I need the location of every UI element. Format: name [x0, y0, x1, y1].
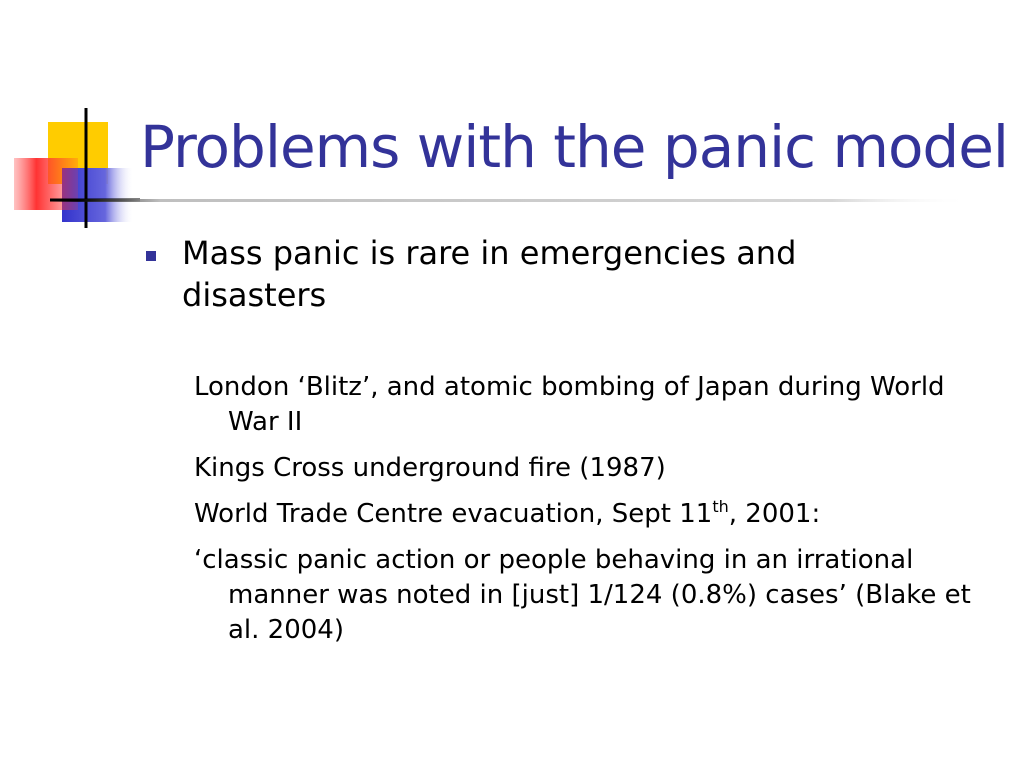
square-bullet-icon	[146, 251, 156, 261]
sub-point: World Trade Centre evacuation, Sept 11th, 2001:	[194, 497, 821, 529]
main-bullet-text: Mass panic is rare in emergencies and disasters	[182, 234, 797, 314]
sub-point: London ‘Blitz’, and atomic bombing of Japan during World War II	[194, 372, 945, 437]
sub-point: ‘classic panic action or people behaving in an irrational manner was noted in [just] 1/124 (0.8%) cases’ (Blake et al. 2004)	[194, 545, 971, 645]
sub-point-list	[194, 370, 984, 659]
superscript: th	[712, 497, 729, 516]
title-underline	[50, 199, 970, 202]
sub-point: Kings Cross underground fire (1987)	[194, 453, 666, 483]
corner-decoration	[0, 0, 140, 240]
slide-title: Problems with the panic model	[140, 113, 1009, 181]
red-square	[14, 158, 78, 210]
